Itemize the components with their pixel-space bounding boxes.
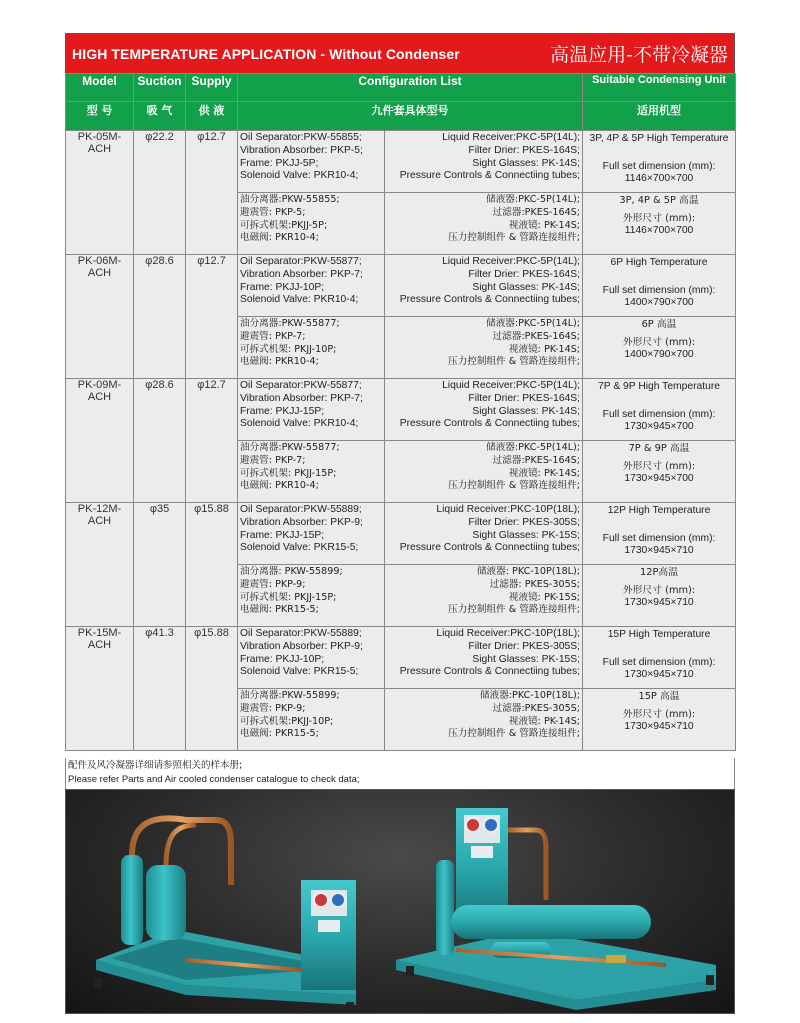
config-line: Pressure Controls & Connectiing tubes; [399, 418, 581, 430]
config-right-cn [385, 441, 583, 503]
dim-label-en: Full set dimension (mm): [602, 533, 716, 544]
config-line: 储液器:PKC-5P(14L); [486, 194, 581, 205]
config-line: Liquid Receiver:PKC-5P(14L); [442, 380, 581, 391]
dim-value-cn: 1730×945×700 [624, 473, 694, 484]
unit-cell-en [583, 255, 736, 317]
dim-label-cn: 外形尺寸 (mm): [622, 585, 696, 596]
dim-label-cn: 外形尺寸 (mm): [622, 213, 696, 224]
unit-cell-cn [583, 441, 736, 503]
header-supply: Supply [186, 74, 238, 102]
model-value: PK-06M-ACH [77, 255, 122, 279]
config-line: Vibration Absorber: PKP-7; [240, 392, 363, 404]
dim-value-cn: 1146×700×700 [624, 225, 694, 236]
config-line: 避震管: PKP-7; [240, 454, 306, 466]
unit-name-en: 6P High Temperature [610, 257, 708, 268]
config-line: 避震管: PKP-5; [240, 206, 306, 218]
supply-cell [186, 379, 238, 503]
unit-name-cn: 6P 高温 [641, 319, 677, 330]
suction-cell [134, 503, 186, 627]
config-left-en [238, 503, 385, 565]
condensing-units-illustration [66, 790, 736, 1015]
unit-cell-en [583, 627, 736, 689]
config-line: Solenoid Valve: PKR15-5; [240, 542, 359, 554]
configuration-table [65, 73, 736, 751]
config-line: 储液器:PKC-5P(14L); [486, 318, 581, 329]
unit-cell-cn [583, 193, 736, 255]
config-right-en [385, 627, 583, 689]
supply-cell [186, 627, 238, 751]
config-line: Solenoid Valve: PKR10-4; [240, 294, 359, 306]
config-line: Filter Drier: PKES-164S; [468, 392, 581, 404]
config-line: Oil Separator:PKW-55889; [240, 628, 362, 639]
config-right-en [385, 503, 583, 565]
supply-value: φ12.7 [197, 379, 226, 391]
config-line: 视液镜: PK-14S; [508, 715, 581, 727]
config-line: 压力控制组件 & 管路连接组件; [448, 232, 581, 244]
header-unit-cn: 适用机型 [583, 102, 736, 131]
config-line: Vibration Absorber: PKP-9; [240, 640, 363, 652]
header-supply-cn: 供 液 [186, 102, 238, 131]
dim-label-en: Full set dimension (mm): [602, 285, 716, 296]
config-line: Solenoid Valve: PKR10-4; [240, 418, 359, 430]
unit-cell-cn [583, 565, 736, 627]
config-line: Pressure Controls & Connectiing tubes; [399, 542, 581, 554]
dim-value-cn: 1730×945×710 [624, 721, 694, 732]
config-line: Frame: PKJJ-10P; [240, 653, 325, 665]
config-line: 电磁阀: PKR15-5; [240, 728, 319, 740]
config-right-cn [385, 317, 583, 379]
header-suction-cn: 吸 气 [134, 102, 186, 131]
dim-label-en: Full set dimension (mm): [602, 657, 716, 668]
config-right-en [385, 379, 583, 441]
config-line: 电磁阀: PKR10-4; [240, 232, 319, 244]
dim-value-en: 1730×945×700 [624, 421, 694, 432]
table-row [66, 379, 736, 441]
unit-left [94, 818, 356, 1010]
unit-name-en: 15P High Temperature [607, 629, 711, 640]
config-right-cn [385, 565, 583, 627]
dim-value-en: 1146×700×700 [624, 173, 694, 184]
header-suction: Suction [134, 74, 186, 102]
config-line: Sight Glasses: PK-14S; [472, 281, 581, 293]
config-line: 过滤器:PKES-164S; [492, 330, 581, 342]
config-line: 视液镜: PK-15S; [508, 591, 581, 603]
config-left-en [238, 131, 385, 193]
config-line: 可拆式机架:PKJJ-5P; [240, 219, 328, 231]
config-line: Pressure Controls & Connectiing tubes; [399, 170, 581, 182]
product-photo [65, 789, 735, 1014]
suction-value: φ28.6 [145, 255, 174, 267]
unit-cell-cn [583, 689, 736, 751]
dim-label-cn: 外形尺寸 (mm): [622, 709, 696, 720]
model-value: PK-15M-ACH [77, 627, 122, 651]
config-line: Filter Drier: PKES-305S; [468, 516, 581, 528]
header-model-cn: 型 号 [66, 102, 134, 131]
model-cell [66, 131, 134, 255]
config-line: 油分离器: PKW-55899; [240, 566, 343, 577]
config-line: 电磁阀: PKR10-4; [240, 480, 319, 492]
config-left-en [238, 379, 385, 441]
config-line: Liquid Receiver:PKC-10P(18L); [436, 628, 581, 639]
config-line: 油分离器:PKW-55877; [240, 318, 340, 329]
banner-title-cn: 高温应用-不带冷凝器 [550, 44, 728, 66]
title-banner [65, 33, 735, 73]
config-line: 压力控制组件 & 管路连接组件; [448, 604, 581, 616]
config-line: Liquid Receiver:PKC-5P(14L); [442, 132, 581, 143]
header-config: Configuration List [238, 74, 583, 102]
config-line: Sight Glasses: PK-15S; [472, 653, 581, 665]
unit-cell-cn [583, 317, 736, 379]
config-line: Filter Drier: PKES-305S; [468, 640, 581, 652]
supply-cell [186, 131, 238, 255]
suction-value: φ28.6 [145, 379, 174, 391]
config-line: 储液器:PKC-5P(14L); [486, 442, 581, 453]
config-right-cn [385, 193, 583, 255]
config-line: Frame: PKJJ-15P; [240, 405, 325, 417]
supply-value: φ15.88 [194, 503, 229, 515]
header-config-cn: 九件套具体型号 [238, 102, 583, 131]
config-line: Sight Glasses: PK-14S; [472, 405, 581, 417]
table-row [66, 131, 736, 193]
config-line: 避震管: PKP-9; [240, 578, 306, 590]
config-line: Pressure Controls & Connectiing tubes; [399, 294, 581, 306]
config-line: 储液器: PKC-10P(18L); [476, 566, 581, 577]
config-line: Oil Separator:PKW-55855; [240, 132, 362, 143]
config-line: Sight Glasses: PK-15S; [472, 529, 581, 541]
config-line: Filter Drier: PKES-164S; [468, 144, 581, 156]
suction-cell [134, 131, 186, 255]
config-line: 油分离器:PKW-55855; [240, 194, 340, 205]
config-line: Liquid Receiver:PKC-10P(18L); [436, 504, 581, 515]
dim-label-cn: 外形尺寸 (mm): [622, 337, 696, 348]
config-line: 避震管: PKP-9; [240, 702, 306, 714]
unit-name-cn: 12P高温 [640, 567, 678, 578]
config-left-cn [238, 689, 385, 751]
config-line: 可拆式机架: PKJJ-15P; [240, 467, 337, 479]
model-cell [66, 503, 134, 627]
note-en: Please refer Parts and Air cooled condenser catalogue to check data; [68, 774, 360, 785]
config-line: 电磁阀: PKR15-5; [240, 604, 319, 616]
config-line: Frame: PKJJ-10P; [240, 281, 325, 293]
config-line: Filter Drier: PKES-164S; [468, 268, 581, 280]
unit-cell-en [583, 379, 736, 441]
config-line: Pressure Controls & Connectiing tubes; [399, 666, 581, 678]
config-line: 油分离器:PKW-55877; [240, 442, 340, 453]
config-left-en [238, 627, 385, 689]
suction-cell [134, 627, 186, 751]
model-value: PK-05M-ACH [77, 131, 122, 155]
supply-value: φ15.88 [194, 627, 229, 639]
config-line: Sight Glasses: PK-14S; [472, 157, 581, 169]
config-line: Oil Separator:PKW-55877; [240, 380, 362, 391]
model-value: PK-12M-ACH [77, 503, 122, 527]
banner-title-en: HIGH TEMPERATURE APPLICATION - Without Condenser [72, 45, 460, 62]
model-cell [66, 627, 134, 751]
supply-cell [186, 503, 238, 627]
config-line: 过滤器:PKES-305S; [492, 702, 581, 714]
unit-name-cn: 7P & 9P 高温 [628, 443, 690, 454]
config-line: Oil Separator:PKW-55877; [240, 256, 362, 267]
config-left-en [238, 255, 385, 317]
config-line: 过滤器:PKES-164S; [492, 206, 581, 218]
suction-cell [134, 255, 186, 379]
config-line: 油分离器:PKW-55899; [240, 690, 340, 701]
config-line: 避震管: PKP-7; [240, 330, 306, 342]
unit-name-en: 12P High Temperature [607, 505, 711, 516]
supply-cell [186, 255, 238, 379]
suction-cell [134, 379, 186, 503]
config-line: 电磁阀: PKR10-4; [240, 356, 319, 368]
header-row-en [66, 74, 736, 102]
config-line: Liquid Receiver:PKC-5P(14L); [442, 256, 581, 267]
config-left-cn [238, 193, 385, 255]
suction-value: φ41.3 [145, 627, 174, 639]
header-model: Model [66, 74, 134, 102]
config-line: 可拆式机架: PKJJ-10P; [240, 343, 337, 355]
config-line: 可拆式机架:PKJJ-10P; [240, 715, 334, 727]
supply-value: φ12.7 [197, 131, 226, 143]
config-line: 压力控制组件 & 管路连接组件; [448, 480, 581, 492]
dim-value-cn: 1730×945×710 [624, 597, 694, 608]
notes [65, 758, 735, 789]
config-line: 过滤器: PKES-305S; [489, 578, 581, 590]
unit-name-en: 7P & 9P High Temperature [598, 381, 720, 392]
dim-label-cn: 外形尺寸 (mm): [622, 461, 696, 472]
unit-name-en: 3P, 4P & 5P High Temperature [589, 133, 729, 144]
config-line: 储液器:PKC-10P(18L); [480, 690, 581, 701]
model-cell [66, 379, 134, 503]
config-right-en [385, 255, 583, 317]
header-row-cn [66, 102, 736, 131]
config-line: 视液镜: PK-14S; [508, 343, 581, 355]
unit-right [396, 808, 716, 1010]
note-cn: 配件及风冷凝器详细请参照相关的样本册; [68, 760, 243, 771]
config-right-cn [385, 689, 583, 751]
header-unit: Suitable Condensing Unit [583, 74, 736, 102]
dim-value-en: 1400×790×700 [624, 297, 694, 308]
config-line: 压力控制组件 & 管路连接组件; [448, 728, 581, 740]
unit-name-cn: 15P 高温 [638, 691, 680, 702]
supply-value: φ12.7 [197, 255, 226, 267]
spec-sheet [65, 0, 735, 1023]
config-line: Frame: PKJJ-15P; [240, 529, 325, 541]
table-row [66, 255, 736, 317]
unit-cell-en [583, 131, 736, 193]
config-line: 过滤器:PKES-164S; [492, 454, 581, 466]
config-line: Oil Separator:PKW-55889; [240, 504, 362, 515]
config-line: Solenoid Valve: PKR10-4; [240, 170, 359, 182]
config-line: Frame: PKJJ-5P; [240, 157, 319, 169]
unit-cell-en [583, 503, 736, 565]
dim-value-en: 1730×945×710 [624, 669, 694, 680]
dim-value-cn: 1400×790×700 [624, 349, 694, 360]
config-line: 视液镜: PK-14S; [508, 219, 581, 231]
suction-value: φ35 [149, 503, 170, 515]
dim-value-en: 1730×945×710 [624, 545, 694, 556]
config-line: 视液镜: PK-14S; [508, 467, 581, 479]
config-line: 压力控制组件 & 管路连接组件; [448, 356, 581, 368]
config-right-en [385, 131, 583, 193]
suction-value: φ22.2 [145, 131, 174, 143]
config-left-cn [238, 317, 385, 379]
table-row [66, 503, 736, 565]
config-line: 可拆式机架: PKJJ-15P; [240, 591, 337, 603]
table-row [66, 627, 736, 689]
model-cell [66, 255, 134, 379]
unit-name-cn: 3P, 4P & 5P 高温 [619, 195, 699, 206]
dim-label-en: Full set dimension (mm): [602, 161, 716, 172]
config-line: Solenoid Valve: PKR15-5; [240, 666, 359, 678]
config-left-cn [238, 441, 385, 503]
config-line: Vibration Absorber: PKP-7; [240, 268, 363, 280]
config-left-cn [238, 565, 385, 627]
model-value: PK-09M-ACH [77, 379, 122, 403]
dim-label-en: Full set dimension (mm): [602, 409, 716, 420]
config-line: Vibration Absorber: PKP-5; [240, 144, 363, 156]
config-line: Vibration Absorber: PKP-9; [240, 516, 363, 528]
